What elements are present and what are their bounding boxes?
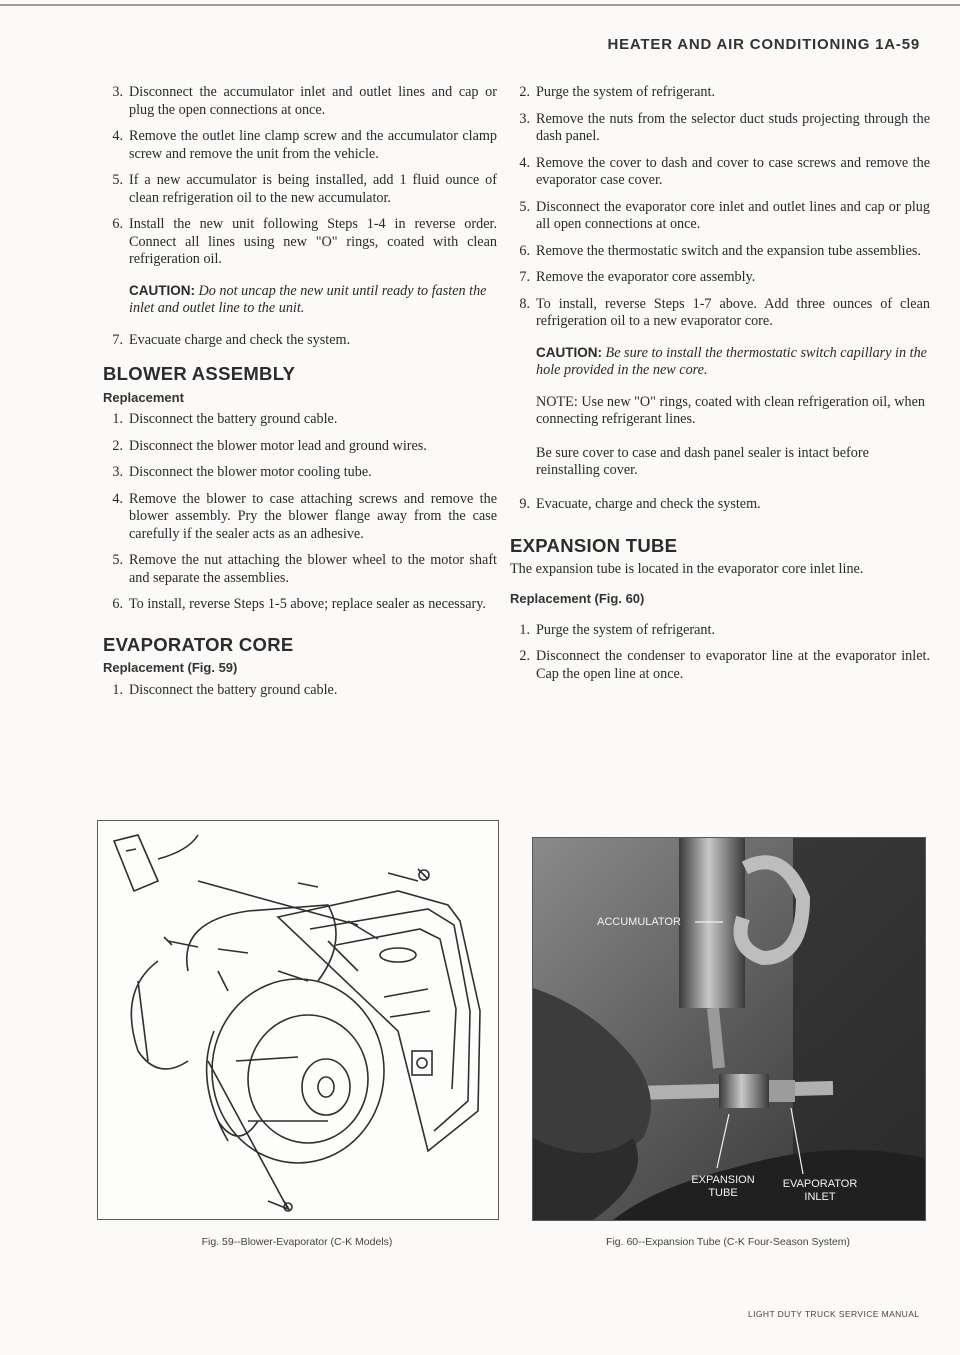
list-item <box>103 84 497 119</box>
step-number: 1. <box>112 411 123 427</box>
figure-59-caption: Fig. 59--Blower-Evaporator (C-K Models) <box>201 1236 393 1248</box>
page-header: HEATER AND AIR CONDITIONING 1A-59 <box>607 36 920 53</box>
step-text: Evacuate, charge and check the system. <box>536 495 761 512</box>
left-column <box>103 84 497 708</box>
step-text: If a new accumulator is being installed, add 1 fluid ounce of clean refrigeration oil to the new accumulator. <box>129 172 497 206</box>
section-heading-expansion-tube: EXPANSION TUBE <box>510 535 678 556</box>
list-item <box>510 496 930 514</box>
list-item <box>510 199 930 234</box>
step-number: 6. <box>519 242 530 259</box>
step-number: 8. <box>519 295 530 312</box>
right-column <box>510 84 930 692</box>
list-item <box>103 464 497 482</box>
step-text: Disconnect the accumulator inlet and outlet lines and cap or plug the open connections at once. <box>129 84 497 118</box>
note-text: NOTE: Use new "O" rings, coated with clean refrigeration oil, when connecting refrigerant lines. <box>536 393 926 427</box>
step-text: Disconnect the blower motor lead and ground wires. <box>129 437 427 454</box>
list-item <box>510 84 930 102</box>
caution-note <box>536 344 930 380</box>
step-number: 9. <box>519 495 530 512</box>
step-text: Disconnect the evaporator core inlet and outlet lines and cap or plug all open connections at once. <box>536 198 930 232</box>
step-number: 2. <box>519 84 530 100</box>
step-number: 4. <box>112 490 123 507</box>
label-line: TUBE <box>708 1187 738 1199</box>
step-number: 7. <box>519 269 530 285</box>
step-text: Remove the nuts from the selector duct studs projecting through the dash panel. <box>536 110 930 144</box>
step-number: 3. <box>112 464 123 480</box>
step-text: Evacuate charge and check the system. <box>129 331 351 348</box>
step-text: Remove the evaporator core assembly. <box>536 269 756 285</box>
page-footer: LIGHT DUTY TRUCK SERVICE MANUAL <box>748 1309 920 1319</box>
step-number: 1. <box>519 621 530 638</box>
label-expansion-tube <box>683 1174 763 1200</box>
step-number: 4. <box>112 128 123 144</box>
figure-60-photo <box>532 837 926 1221</box>
step-number: 5. <box>112 172 123 188</box>
step-number: 5. <box>519 198 530 215</box>
subheading-replacement-fig59: Replacement (Fig. 59) <box>103 660 238 675</box>
list-item <box>510 648 930 683</box>
step-number: 2. <box>112 437 123 454</box>
list-item <box>510 155 930 190</box>
label-evaporator-inlet <box>775 1178 865 1204</box>
figure-59-illustration <box>97 820 499 1220</box>
step-text: To install, reverse Steps 1-5 above; replace sealer as necessary. <box>129 596 486 612</box>
list-item <box>103 411 497 429</box>
step-number: 3. <box>519 110 530 127</box>
top-rule <box>0 4 960 6</box>
step-number: 6. <box>112 216 123 232</box>
list-item <box>103 682 497 700</box>
figure-60-caption: Fig. 60--Expansion Tube (C-K Four-Season System) <box>606 1236 850 1248</box>
step-number: 5. <box>112 552 123 568</box>
list-item <box>510 296 930 331</box>
caution-text: Be sure to install the thermostatic switch capillary in the hole provided in the new core. <box>536 344 927 378</box>
step-number: 7. <box>112 331 123 348</box>
step-text: Remove the blower to case attaching screws and remove the blower assembly. Pry the blower flange away from the case carefully if the sealer acts as an adhesive. <box>129 490 497 542</box>
section-heading-blower: BLOWER ASSEMBLY <box>103 363 296 384</box>
list-item <box>103 438 497 456</box>
list-item <box>103 332 497 350</box>
step-number: 1. <box>112 681 123 698</box>
step-number: 6. <box>112 596 123 612</box>
label-accumulator: ACCUMULATOR <box>597 916 681 928</box>
step-text: Remove the outlet line clamp screw and the accumulator clamp screw and remove the unit from the vehicle. <box>129 128 497 162</box>
label-line: INLET <box>804 1191 836 1203</box>
list-item <box>510 243 930 261</box>
step-number: 3. <box>112 84 123 100</box>
step-number: 4. <box>519 154 530 171</box>
list-item <box>103 128 497 163</box>
caution-label: CAUTION: <box>129 282 195 298</box>
caution-note <box>129 282 497 318</box>
list-item <box>103 172 497 207</box>
list-item <box>103 491 497 544</box>
subheading-replacement: Replacement <box>103 389 184 405</box>
step-text: To install, reverse Steps 1-7 above. Add three ounces of clean refrigeration oil to a new evaporator core. <box>536 295 930 329</box>
label-line: EXPANSION <box>691 1174 755 1186</box>
caution-text: Do not uncap the new unit until ready to fasten the inlet and outlet line to the unit. <box>129 282 487 316</box>
step-text: Install the new unit following Steps 1-4 in reverse order. Connect all lines using new "O" rings, coated with clean refrigeration oil. <box>129 216 497 267</box>
step-text: Remove the cover to dash and cover to case screws and remove the evaporator case cover. <box>536 154 930 188</box>
step-text: Purge the system of refrigerant. <box>536 84 715 100</box>
list-item <box>103 596 497 614</box>
step-text: Disconnect the battery ground cable. <box>129 411 338 427</box>
list-item <box>510 269 930 287</box>
section-heading-evaporator: EVAPORATOR CORE <box>103 633 294 655</box>
list-item <box>103 552 497 587</box>
step-number: 2. <box>519 648 530 664</box>
list-item <box>103 216 497 269</box>
note-text: Be sure cover to case and dash panel sealer is intact before reinstalling cover. <box>536 444 869 478</box>
label-line: EVAPORATOR <box>782 1178 858 1190</box>
step-text: Disconnect the blower motor cooling tube. <box>129 464 372 480</box>
paragraph: The expansion tube is located in the evaporator core inlet line. <box>510 560 864 577</box>
step-text: Disconnect the battery ground cable. <box>129 681 338 698</box>
step-text: Purge the system of refrigerant. <box>536 621 715 638</box>
subheading-replacement-fig60: Replacement (Fig. 60) <box>510 591 645 606</box>
step-text: Disconnect the condenser to evaporator line at the evaporator inlet. Cap the open line at once. <box>536 648 930 682</box>
step-text: Remove the thermostatic switch and the expansion tube assemblies. <box>536 242 921 259</box>
caution-label: CAUTION: <box>536 344 602 360</box>
list-item <box>510 111 930 146</box>
step-text: Remove the nut attaching the blower wheel to the motor shaft and separate the assemblies. <box>129 552 497 586</box>
list-item <box>510 622 930 640</box>
blower-evaporator-drawing <box>98 821 498 1219</box>
expansion-tube-photo <box>533 838 925 1220</box>
